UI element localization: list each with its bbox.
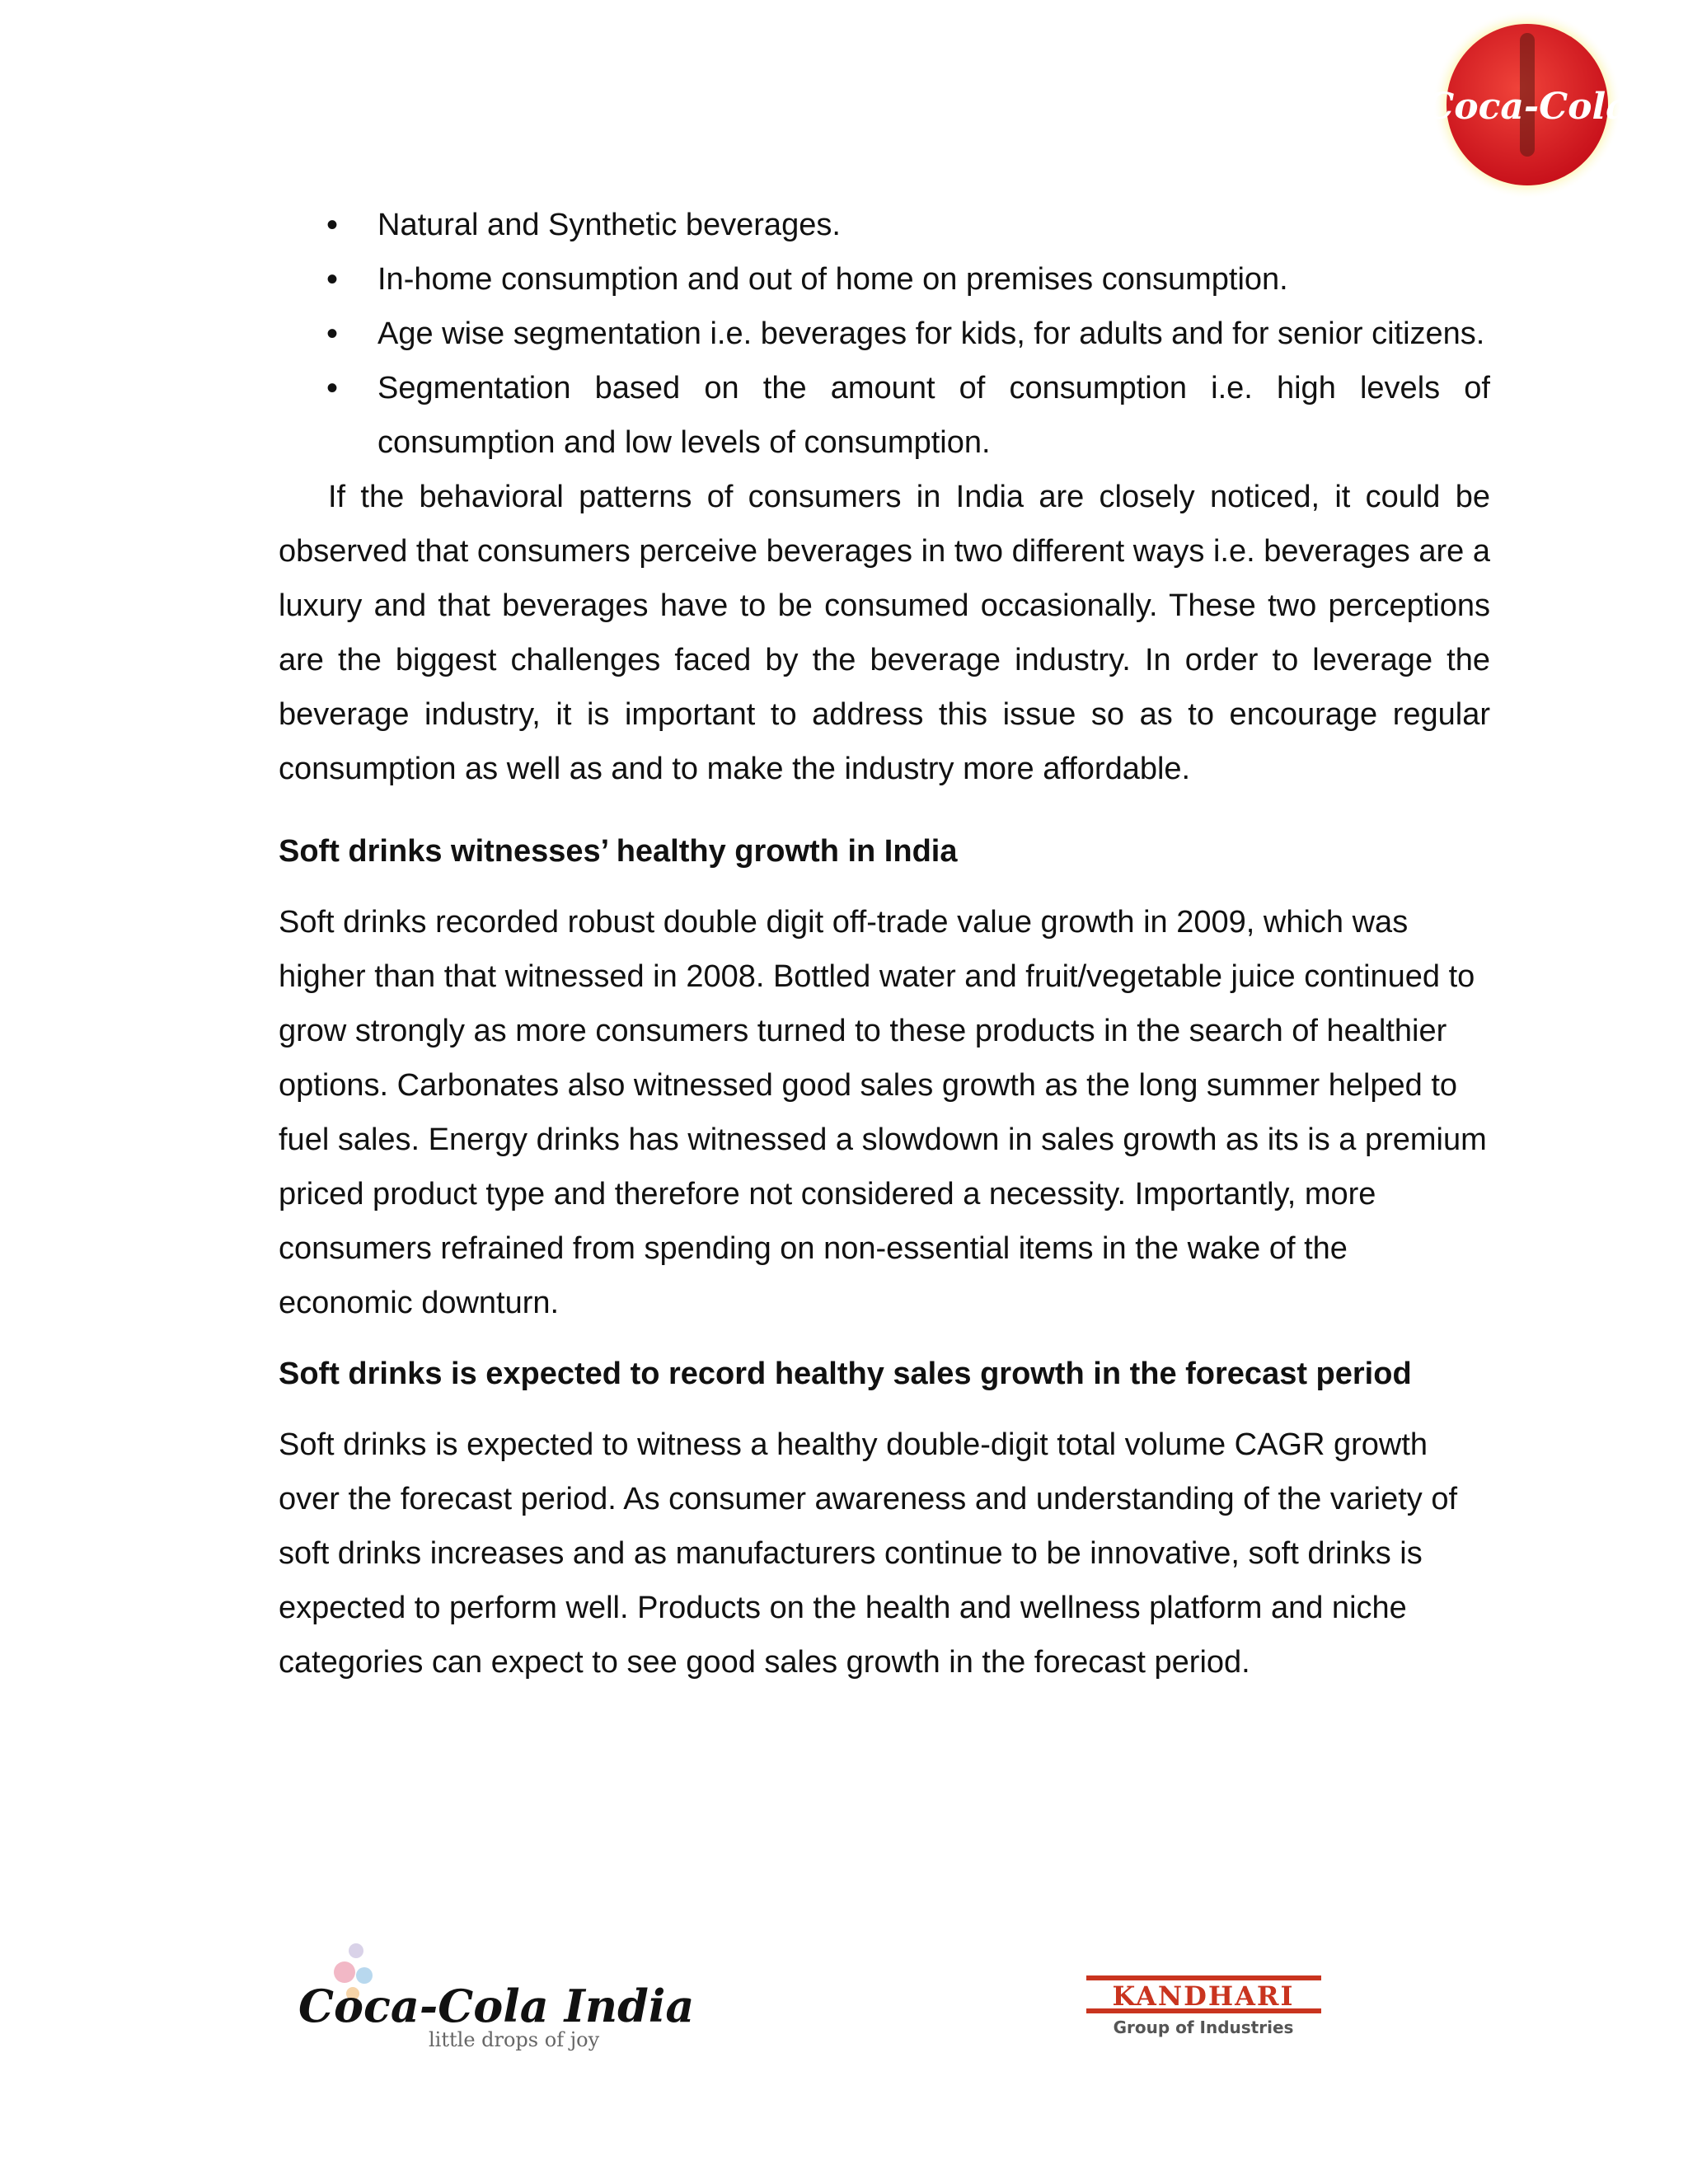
segmentation-list: [279, 198, 1490, 470]
coca-cola-logo: [1424, 10, 1630, 199]
section-body: Soft drinks is expected to witness a healthy double-digit total volume CAGR growth over the forecast period. As consumer awareness and understanding of the variety of soft drinks increases and as manufacturers continue to be innovative, soft drinks is expected to perform well. Products on the health and wellness platform and niche categories can expect to see good sales growth in the forecast period.: [279, 1427, 1458, 1680]
kandhari-logo-text: KANDHARI: [1112, 1980, 1295, 2012]
kandhari-logo-tagline: Group of Industries: [1113, 2018, 1294, 2037]
list-item: • Natural and Synthetic beverages.: [279, 198, 1490, 252]
list-item: • Age wise segmentation i.e. beverages for kids, for adults and for senior citizens.: [279, 307, 1490, 361]
section-body: Soft drinks recorded robust double digit off-trade value growth in 2009, which was higher than that witnessed in 2008. Bottled water and fruit/vegetable juice continued to grow strongly as more consumers turned to these products in the search of healthier options. Carbonates also witnessed good sales growth as the long summer helped to fuel sales. Energy drinks has witnessed a slowdown in sales growth as its is a premium priced product type and therefore not considered a necessity. Importantly, more consumers refrained from spending on non-essential items in the wake of the economic downturn.: [279, 905, 1487, 1320]
kandhari-logo: [1086, 1974, 1321, 2040]
coca-cola-india-logo: [297, 1933, 695, 2056]
intro-paragraph: If the behavioral patterns of consumers in India are closely noticed, it could be observed that consumers perceive beverages in two different ways i.e. beverages are a luxury and that beverages have to be consumed occasionally. These two perceptions are the biggest challenges faced by the beverage industry. In order to leverage the beverage industry, it is important to address this issue so as to encourage regular consumption as well as and to make the industry more affordable.: [279, 480, 1490, 786]
coca-cola-india-tagline: little drops of joy: [429, 2028, 600, 2051]
section-heading: Soft drinks witnesses’ healthy growth in India: [279, 834, 958, 869]
coca-cola-logo-text: Coca-Cola: [1425, 86, 1629, 128]
list-item: • In-home consumption and out of home on premises consumption.: [279, 252, 1490, 307]
section-heading: Soft drinks is expected to record healthy sales growth in the forecast period: [279, 1357, 1412, 1391]
coca-cola-india-logo-text: Coca-Cola India: [298, 1980, 695, 2032]
list-item: • Segmentation based on the amount of consumption i.e. high levels of consumption and low levels of consumption.: [279, 361, 1490, 470]
page-content: [279, 198, 1490, 1690]
